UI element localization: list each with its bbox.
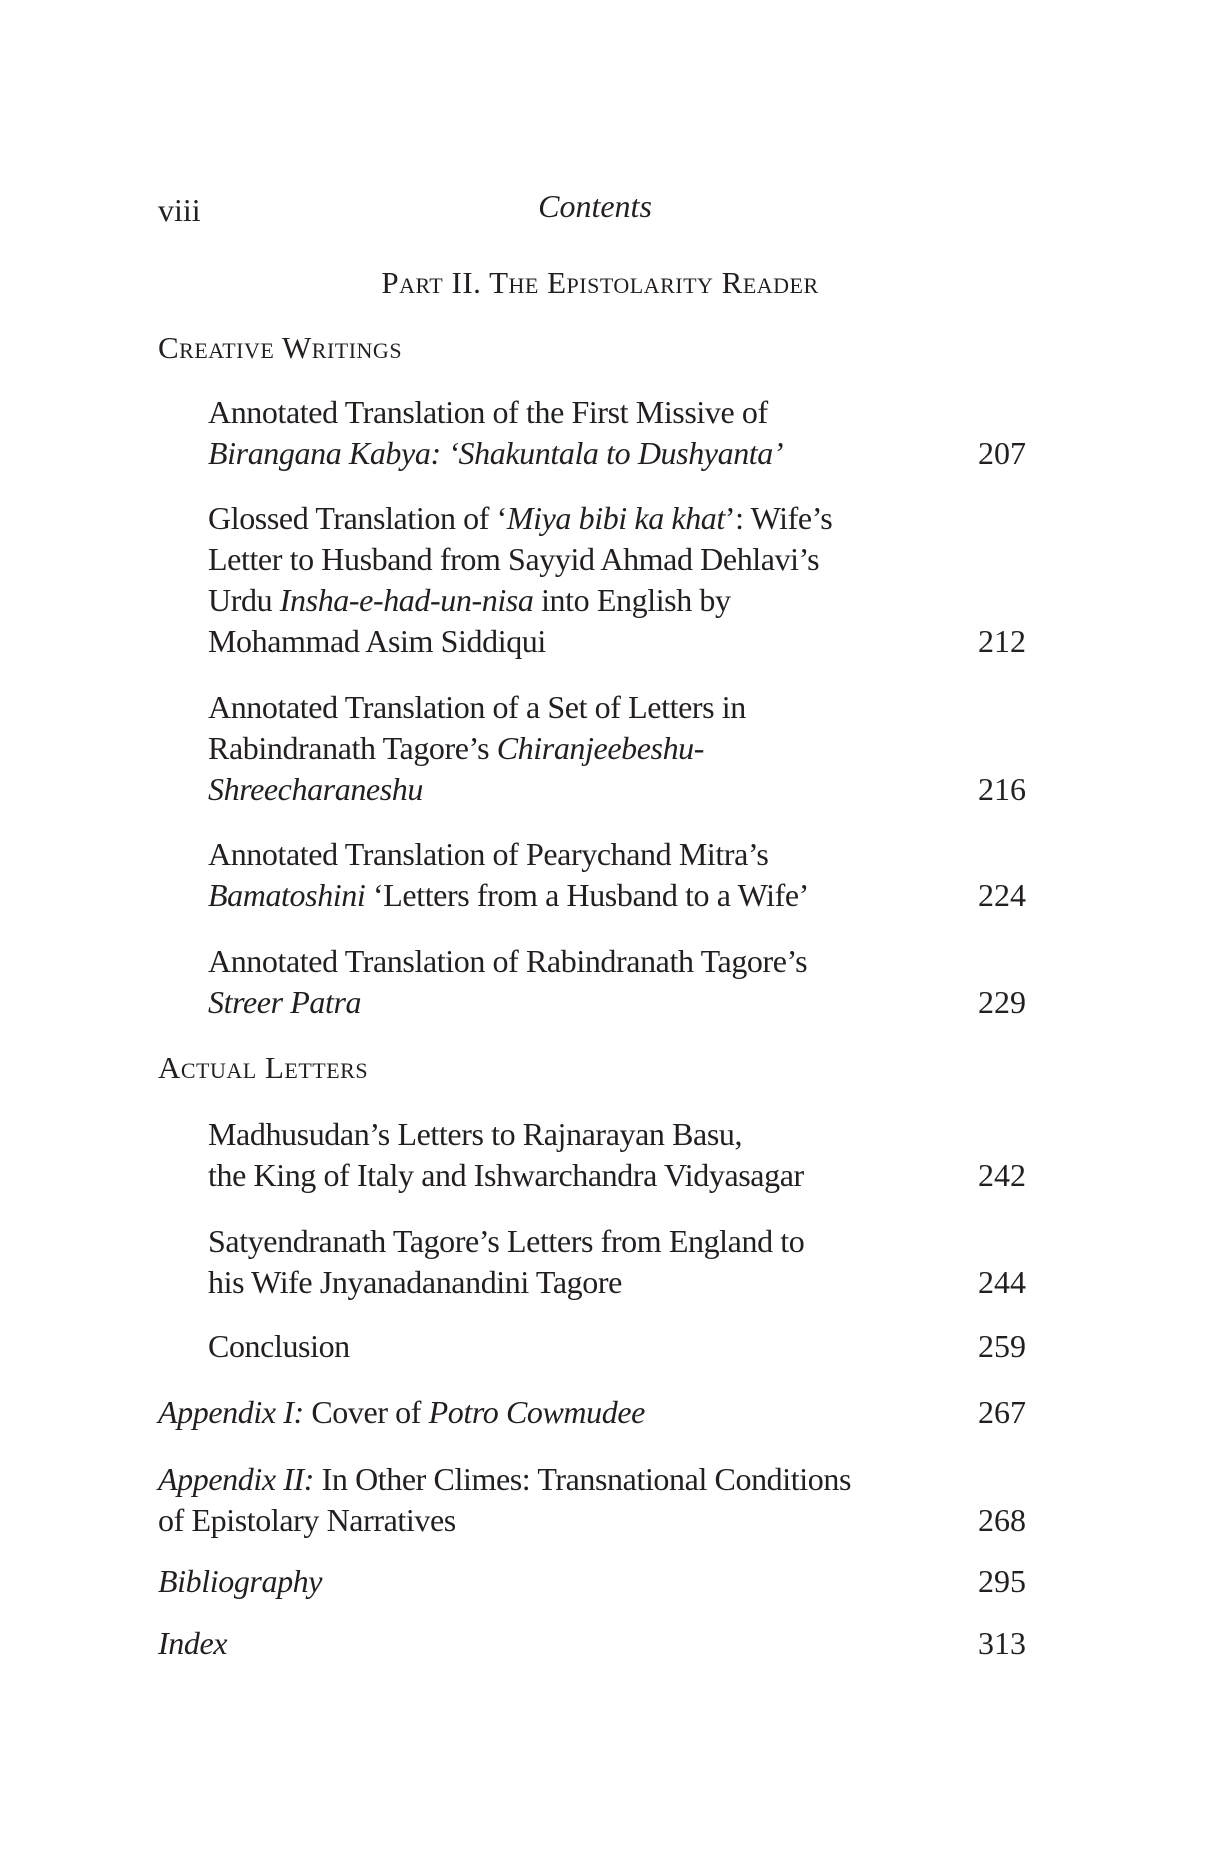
page-number-folio: viii <box>158 192 201 228</box>
title-text: Madhusudan’s Letters to Rajnarayan Basu, <box>208 1116 743 1152</box>
toc-entry <box>208 834 1026 916</box>
toc-entry-title-line <box>158 1392 1026 1433</box>
toc-page-number: 224 <box>978 877 1026 913</box>
toc-entry <box>208 1326 1026 1367</box>
title-text: into English by <box>533 582 731 618</box>
title-text: his Wife Jnyanadanandini Tagore <box>208 1264 622 1300</box>
toc-entry-title-line <box>158 1623 1026 1664</box>
toc-entry <box>208 1221 1026 1303</box>
title-text: Conclusion <box>208 1328 350 1364</box>
italic-title-text: Appendix II: <box>158 1461 315 1497</box>
toc-entry <box>208 941 1026 1023</box>
title-text: ‘Letters from a Husband to a Wife’ <box>365 877 809 913</box>
title-text: Urdu <box>208 582 280 618</box>
toc-page-number: 259 <box>978 1328 1026 1364</box>
toc-page-number: 244 <box>978 1264 1026 1300</box>
toc-entry-title-line <box>208 982 1026 1023</box>
italic-title-text: Potro Cowmudee <box>428 1394 645 1430</box>
title-text: the King of Italy and Ishwarchandra Vidyasagar <box>208 1157 804 1193</box>
toc-entry-title-line <box>208 687 1026 728</box>
italic-title-text: Bibliography <box>158 1563 323 1599</box>
title-text: Mohammad Asim Siddiqui <box>208 623 546 659</box>
toc-page-number: 268 <box>978 1502 1026 1538</box>
section-heading-actual-letters: Actual Letters <box>158 1050 369 1085</box>
title-text: of Epistolary Narratives <box>158 1502 456 1538</box>
toc-entry-title-line <box>208 580 1026 621</box>
toc-entry <box>158 1561 1026 1602</box>
toc-entry <box>158 1459 1026 1541</box>
italic-title-text: Streer Patra <box>208 984 362 1020</box>
toc-page-number: 313 <box>978 1625 1026 1661</box>
italic-title-text: Chiranjeebeshu- <box>496 730 705 766</box>
toc-entry-title-line <box>158 1500 1026 1541</box>
toc-page-number: 267 <box>978 1394 1026 1430</box>
title-text: Annotated Translation of Pearychand Mitra’s <box>208 836 769 872</box>
title-text: Annotated Translation of a Set of Letters in <box>208 689 746 725</box>
toc-entry-title-line <box>208 539 1026 580</box>
toc-entry-title-line <box>158 1459 1026 1500</box>
toc-page-number: 216 <box>978 771 1026 807</box>
title-text: Letter to Husband from Sayyid Ahmad Dehlavi’s <box>208 541 820 577</box>
toc-entry-title-line <box>208 941 1026 982</box>
toc-entry-title-line <box>208 1262 1026 1303</box>
toc-page-number: 229 <box>978 984 1026 1020</box>
toc-entry <box>208 1114 1026 1196</box>
toc-page-number: 242 <box>978 1157 1026 1193</box>
toc-entry-title-line <box>208 392 1026 433</box>
toc-entry-title-line <box>208 498 1026 539</box>
toc-entry-title-line <box>208 1114 1026 1155</box>
part-title: Part II. The Epistolarity Reader <box>381 265 819 300</box>
italic-title-text: Index <box>158 1625 228 1661</box>
title-text: ’: Wife’s <box>724 500 833 536</box>
italic-title-text: Birangana Kabya: ‘Shakuntala to Dushyanta’ <box>208 435 784 471</box>
title-text: Rabindranath Tagore’s <box>208 730 497 766</box>
italic-title-text: Miya bibi ka khat <box>506 500 725 536</box>
toc-entry-title-line <box>208 1155 1026 1196</box>
toc-page-number: 212 <box>978 623 1026 659</box>
toc-entry-title-line <box>158 1561 1026 1602</box>
italic-title-text: Appendix I: <box>158 1394 304 1430</box>
toc-page-number: 207 <box>978 435 1026 471</box>
toc-entry <box>158 1392 1026 1433</box>
toc-entry <box>208 498 1026 662</box>
title-text: Cover of <box>303 1394 429 1430</box>
italic-title-text: Insha-e-had-un-nisa <box>279 582 534 618</box>
title-text: Annotated Translation of the First Missive of <box>208 394 768 430</box>
toc-page-number: 295 <box>978 1563 1026 1599</box>
toc-entry <box>208 392 1026 474</box>
italic-title-text: Shreecharaneshu <box>208 771 423 807</box>
title-text: Glossed Translation of ‘ <box>208 500 507 536</box>
toc-entry <box>208 687 1026 810</box>
title-text: Satyendranath Tagore’s Letters from England to <box>208 1223 805 1259</box>
running-head: Contents <box>538 188 652 224</box>
section-heading-creative-writings: Creative Writings <box>158 330 403 365</box>
toc-entry-title-line <box>208 1221 1026 1262</box>
toc-entry-title-line <box>208 621 1026 662</box>
toc-entry-title-line <box>208 834 1026 875</box>
toc-entry-title-line <box>208 1326 1026 1367</box>
title-text: In Other Climes: Transnational Conditions <box>314 1461 851 1497</box>
toc-entry-title-line <box>208 728 1026 769</box>
italic-title-text: Bamatoshini <box>208 877 366 913</box>
toc-entry-title-line <box>208 433 1026 474</box>
toc-entry <box>158 1623 1026 1664</box>
title-text: Annotated Translation of Rabindranath Tagore’s <box>208 943 808 979</box>
toc-entry-title-line <box>208 875 1026 916</box>
toc-entry-title-line <box>208 769 1026 810</box>
